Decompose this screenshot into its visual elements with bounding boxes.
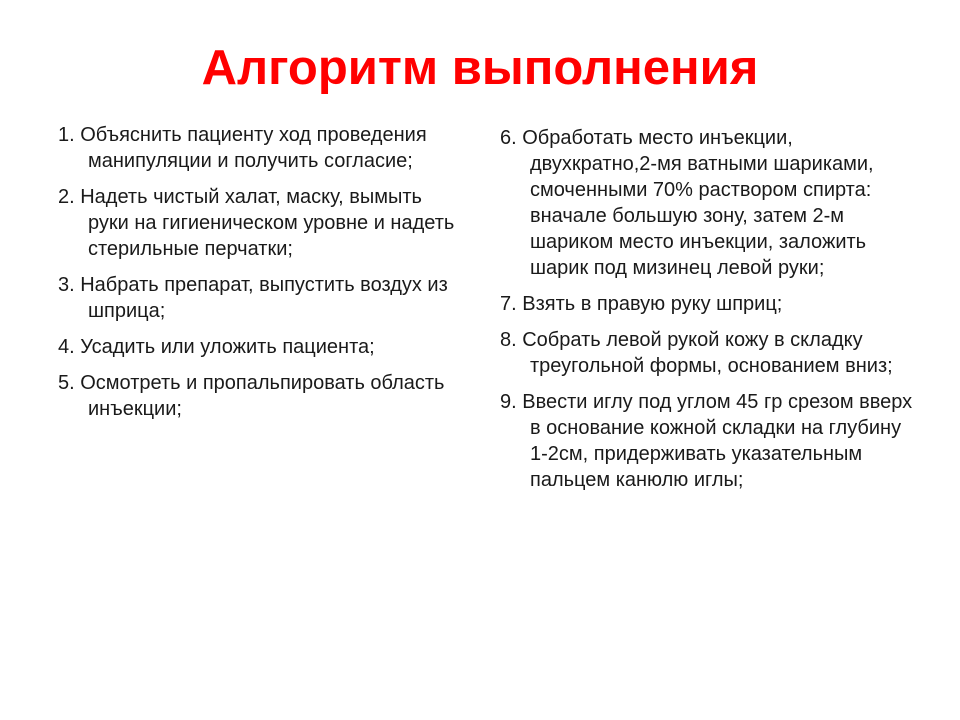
step-item-5: 5. Осмотреть и пропальпировать область инъекции; (58, 372, 445, 420)
step-item-7: 7. Взять в правую руку шприц; (500, 293, 783, 315)
step-item-1: 1. Объяснить пациенту ход проведения манипуляции и получить согласие; (58, 124, 427, 172)
step-item-9: 9. Ввести иглу под углом 45 гр срезом вверх в основание кожной складки на глубину 1-2см, придерживать указательным пальцем канюлю иглы; (500, 391, 913, 491)
step-item-8: 8. Собрать левой рукой кожу в складку треугольной формы, основанием вниз; (500, 329, 893, 377)
steps-list-right (500, 125, 920, 503)
step-item-6: 6. Обработать место инъекции, двухкратно,2-мя ватными шариками, смоченными 70% раствором спирта: вначале большую зону, затем 2-м шариком место инъекции, заложить шарик под мизинец левой руки; (500, 127, 874, 279)
step-item-3: 3. Набрать препарат, выпустить воздух из шприца; (58, 274, 448, 322)
slide-title: Алгоритм выполнения (201, 41, 759, 95)
step-item-2: 2. Надеть чистый халат, маску, вымыть руки на гигиеническом уровне и надеть стерильные перчатки; (58, 186, 455, 260)
steps-list-left (58, 122, 458, 432)
step-item-4: 4. Усадить или уложить пациента; (58, 336, 375, 358)
